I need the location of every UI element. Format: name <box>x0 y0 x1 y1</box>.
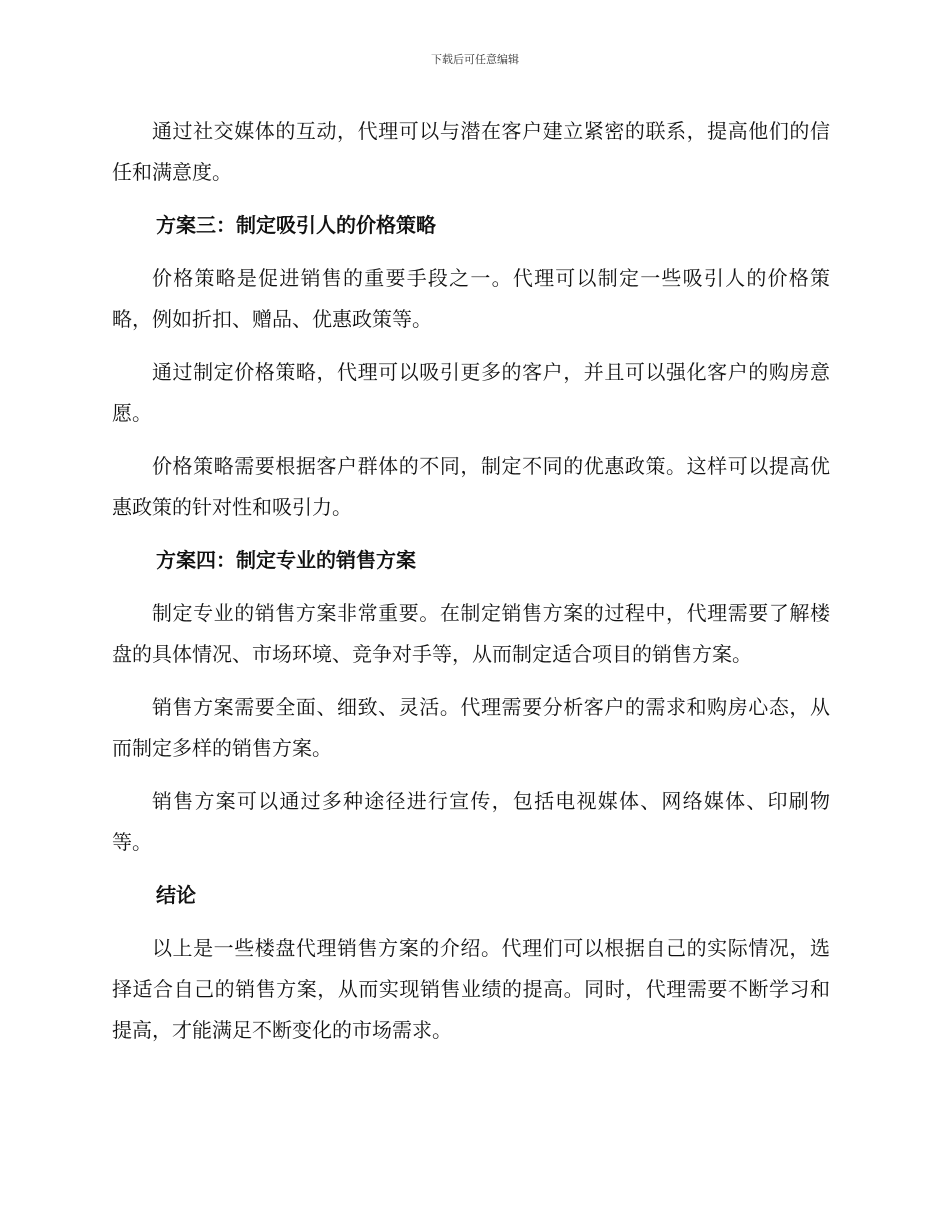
paragraph: 销售方案需要全面、细致、灵活。代理需要分析客户的需求和购房心态，从而制定多样的销售方案。 <box>112 695 830 760</box>
section-heading: 结论 <box>156 883 196 907</box>
paragraph: 销售方案可以通过多种途径进行宣传，包括电视媒体、网络媒体、印刷物等。 <box>112 789 830 854</box>
section-heading: 方案三：制定吸引人的价格策略 <box>156 213 436 237</box>
page-header: 下载后可任意编辑 <box>431 53 519 66</box>
paragraph: 通过制定价格策略，代理可以吸引更多的客户，并且可以强化客户的购房意愿。 <box>112 360 830 425</box>
paragraph: 制定专业的销售方案非常重要。在制定销售方案的过程中，代理需要了解楼盘的具体情况、市场环境、竞争对手等，从而制定适合项目的销售方案。 <box>112 601 830 666</box>
paragraph: 通过社交媒体的互动，代理可以与潜在客户建立紧密的联系，提高他们的信任和满意度。 <box>112 119 830 184</box>
section-heading: 方案四：制定专业的销售方案 <box>156 548 416 572</box>
document-body <box>112 111 830 1063</box>
paragraph: 价格策略需要根据客户群体的不同，制定不同的优惠政策。这样可以提高优惠政策的针对性和吸引力。 <box>112 454 830 519</box>
paragraph: 价格策略是促进销售的重要手段之一。代理可以制定一些吸引人的价格策略，例如折扣、赠品、优惠政策等。 <box>112 266 830 331</box>
paragraph: 以上是一些楼盘代理销售方案的介绍。代理们可以根据自己的实际情况，选择适合自己的销售方案，从而实现销售业绩的提高。同时，代理需要不断学习和提高，才能满足不断变化的市场需求。 <box>112 936 830 1042</box>
